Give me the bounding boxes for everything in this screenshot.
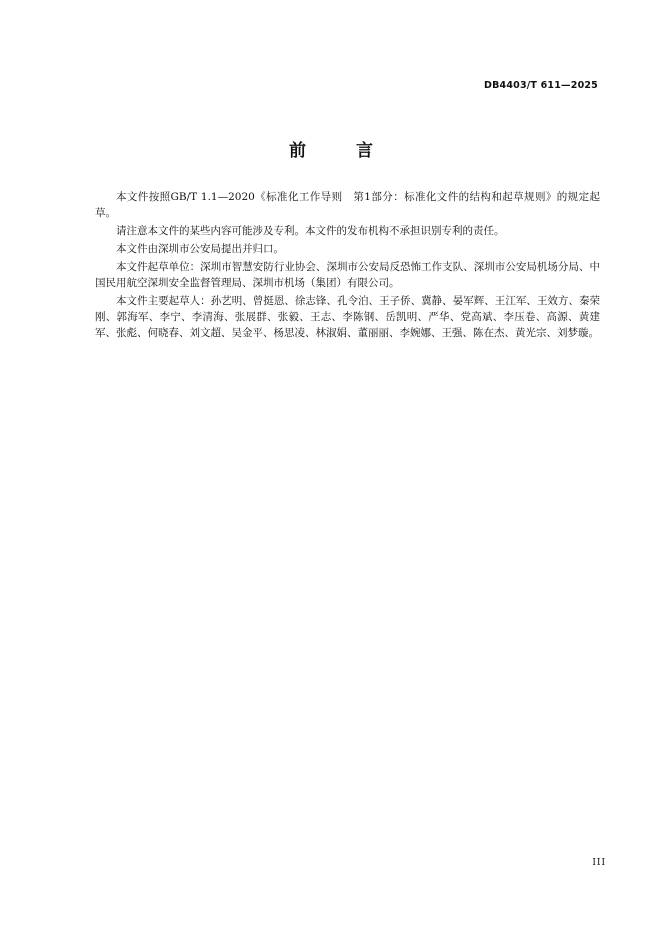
document-code: DB4403/T 611—2025 [484,80,598,91]
paragraph-proposer: 本文件由深圳市公安局提出并归口。 [116,243,284,255]
paragraph-drafting-units: 本文件起草单位：深圳市智慧安防行业协会、深圳市公安局反恐怖工作支队、深圳市公安局机场分局、中国民用航空深圳安全监督管理局、深圳市机场（集团）有限公司。 [95,261,600,289]
page-title: 前 言 [289,141,395,161]
paragraph-drafting-basis: 本文件按照GB/T 1.1—2020《标准化工作导则 第1部分：标准化文件的结构和起草规则》的规定起草。 [95,191,600,219]
page-number: III [592,858,606,868]
paragraph-drafters: 本文件主要起草人：孙艺明、曾挺恩、徐志锋、孔令泊、王子侨、冀静、晏军辉、王江军、王效方、秦荣刚、郭海军、李宁、李清海、张展群、张毅、王志、李陈钢、岳凯明、严华、党高斌、李压卷、高源、黄建军、张彪、何晓春、刘文超、吴金平、杨思凌、林淑娟、董丽丽、李婉娜、王强、陈在杰、黄光宗、刘梦璇。 [95,295,600,339]
foreword-body [95,189,600,343]
paragraph-patent-notice: 请注意本文件的某些内容可能涉及专利。本文件的发布机构不承担识别专利的责任。 [116,225,505,237]
